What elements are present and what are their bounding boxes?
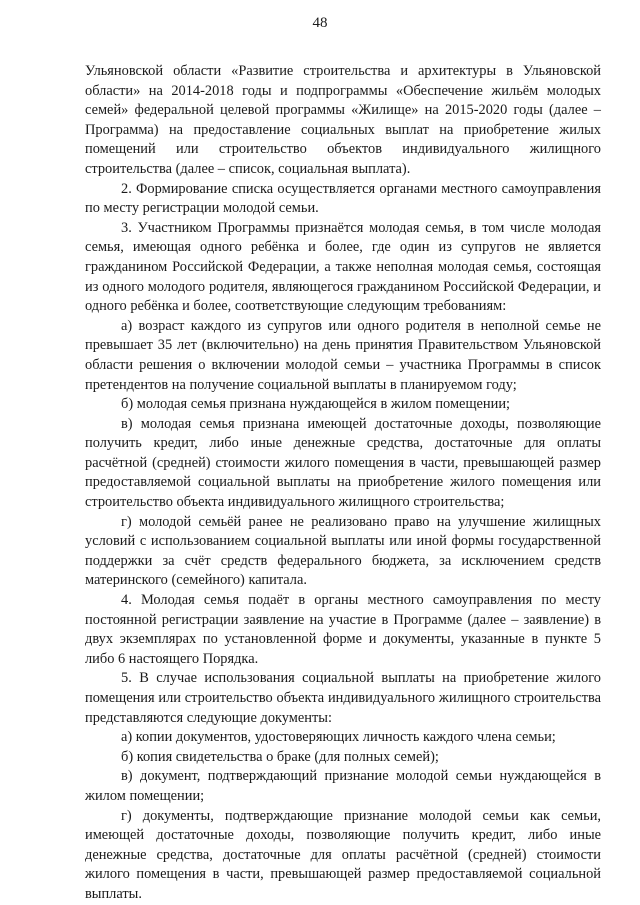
paragraph-2: 2. Формирование списка осуществляется органами местного самоуправления по месту регистрации молодой семьи. [85, 180, 601, 217]
paragraph-5: 5. В случае использования социальной выплаты на приобретение жилого помещения или строительство объекта индивидуального жилищного строительства представляются следующие документы: [85, 670, 601, 726]
paragraph-3a: а) возраст каждого из супругов или одного родителя в неполной семье не превышает 35 лет (включительно) на день принятия Правительством Ульяновской области решения о включении молодой семьи – участника Программы в список претендентов на получение социальной выплаты в планируемом году; [85, 317, 601, 393]
paragraph-3g: г) молодой семьёй ранее не реализовано право на улучшение жилищных условий с использованием социальной выплаты или иной формы государственной поддержки за счёт средств федерального бюджета, за исключением средств материнского (семейного) капитала. [85, 513, 601, 589]
paragraph-1-continuation: Ульяновской области «Развитие строительства и архитектуры в Ульяновской области» на 2014-2018 годы и подпрограммы «Обеспечение жильём молодых семей» федеральной целевой программы «Жилище» на 2015-2020 годы (далее – Программа) на предоставление социальных выплат на приобретение жилых помещений или строительство объектов индивидуального жилищного строительства (далее – список, социальная выплата). [85, 63, 601, 177]
paragraph-4: 4. Молодая семья подаёт в органы местного самоуправления по месту постоянной регистрации заявление на участие в Программе (далее – заявление) в двух экземплярах по установленной форме и документы, указанные в пункте 5 либо 6 настоящего Порядка. [85, 592, 601, 667]
paragraph-5g: г) документы, подтверждающие признание молодой семьи как семьи, имеющей достаточные доходы, позволяющие получить кредит, либо иные денежные средства, достаточные для оплаты расчётной (средней) стоимости жилого помещения в части, превышающей размер предоставляемой социальной выплаты. [85, 807, 601, 902]
paragraph-3: 3. Участником Программы признаётся молодая семья, в том числе молодая семья, имеющая одного ребёнка и более, где один из супругов не является гражданином Российской Федерации, а также неполная молодая семья, состоящая из одного молодого родителя, являющегося гражданином Российской Федерации, и одного ребёнка и более, соответствующие следующим требованиям: [85, 219, 601, 315]
document-body [85, 62, 601, 905]
paragraph-3v: в) молодая семья признана имеющей достаточные доходы, позволяющие получить кредит, либо иные денежные средства, достаточные для оплаты расчётной (средней) стоимости жилого помещения в части, превышающей размер предоставляемой социальной выплаты на приобретение жилого помещения или строительство объекта индивидуального жилищного строительства; [85, 415, 601, 511]
page-number: 48 [312, 15, 328, 31]
paragraph-3b: б) молодая семья признана нуждающейся в жилом помещении; [121, 396, 511, 413]
paragraph-5v: в) документ, подтверждающий признание молодой семьи нуждающейся в жилом помещении; [85, 768, 601, 804]
paragraph-5a: а) копии документов, удостоверяющих личность каждого члена семьи; [121, 729, 556, 746]
paragraph-5b: б) копия свидетельства о браке (для полных семей); [121, 748, 439, 765]
